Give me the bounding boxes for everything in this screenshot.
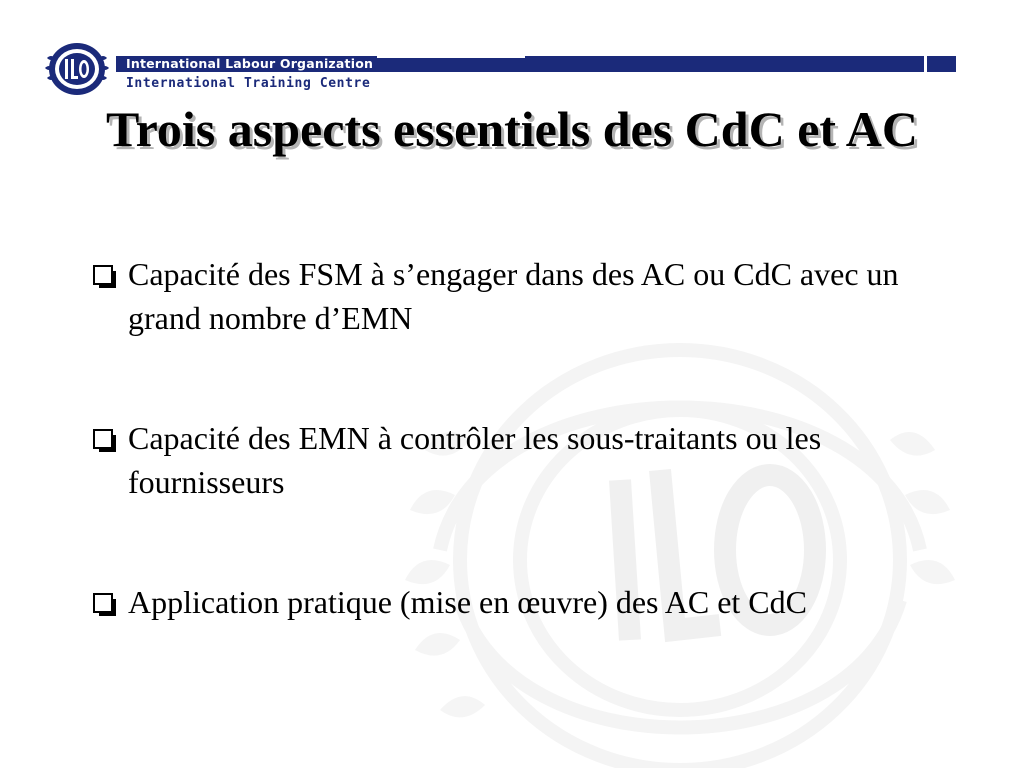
ilo-emblem-icon [44,40,110,98]
header-band [44,40,956,100]
header-band-divider [377,56,525,58]
slide-title: Trois aspects essentiels des CdC et AC [105,101,918,157]
bullet-list [90,252,950,624]
list-item [90,252,950,340]
list-item [90,416,950,504]
checkbox-square-icon [92,428,118,454]
checkbox-square-icon [92,264,118,290]
centre-name: International Training Centre [126,76,371,91]
bullet-text: Capacité des EMN à contrôler les sous-traitants ou les fournisseurs [128,420,822,500]
header-band-notch [924,56,927,72]
list-item [90,580,950,624]
bullet-text: Capacité des FSM à s’engager dans des AC ou CdC avec un grand nombre d’EMN [128,256,899,336]
header-band-cap [928,56,952,72]
organization-name: International Labour Organization [126,56,374,71]
bullet-text: Application pratique (mise en œuvre) des AC et CdC [128,584,807,620]
checkbox-square-icon [92,592,118,618]
